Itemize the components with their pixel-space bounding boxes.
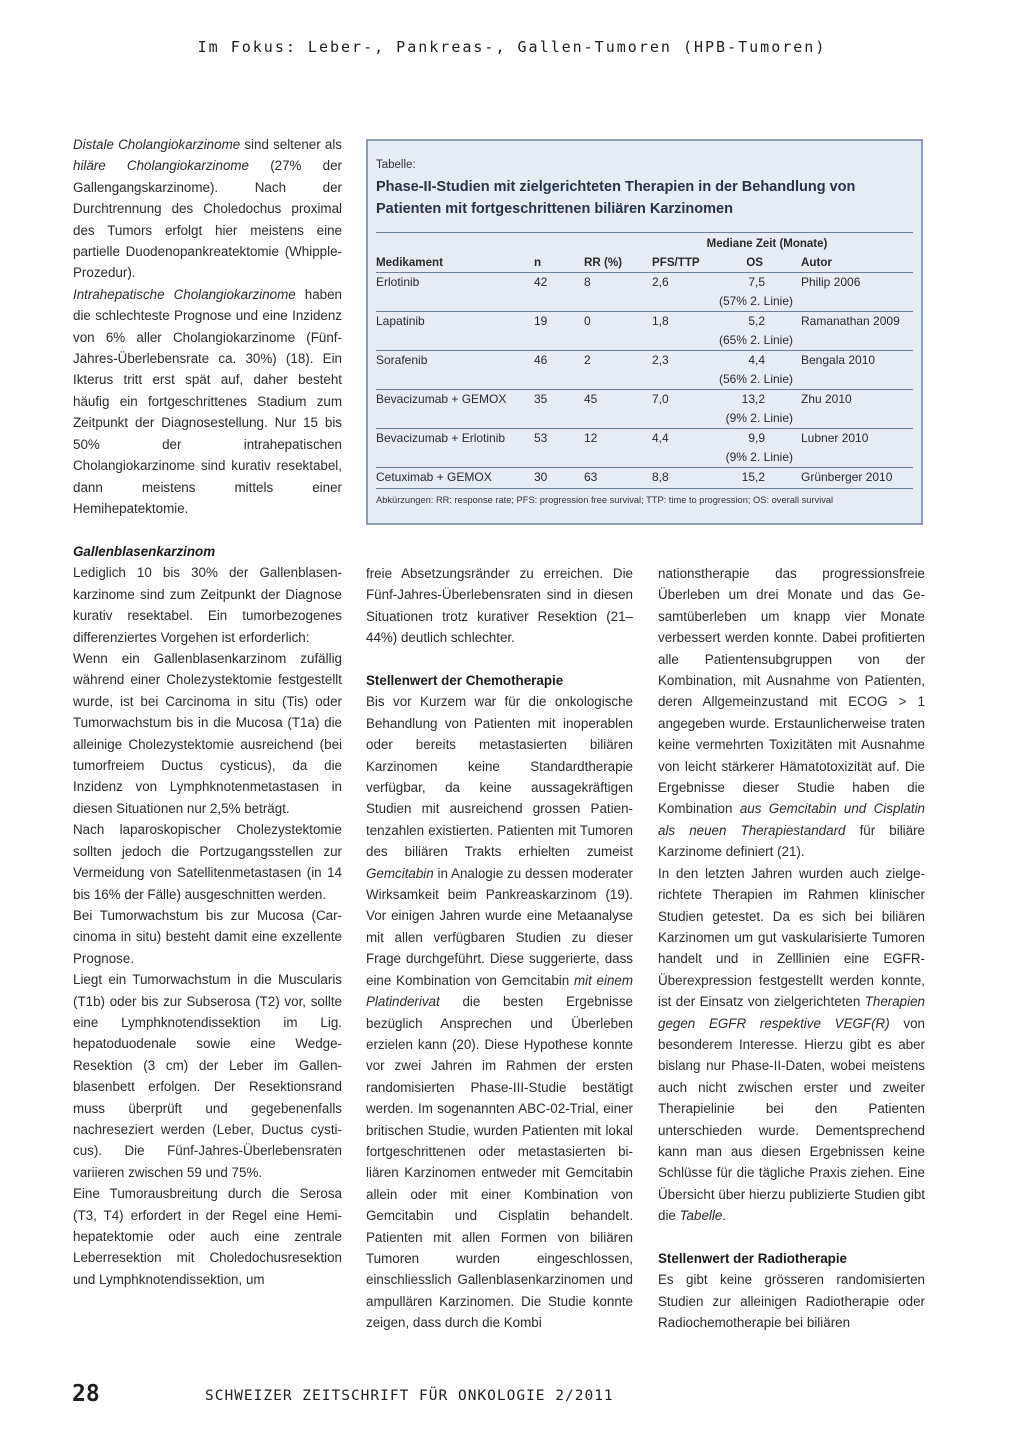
italic-term: hiläre Cholangiokarzinome xyxy=(73,158,250,174)
text-run: haben die schlechteste Prognose und eine Inzidenz von 6% aller Cholangiokarzinome (Fünf-Jahres-Überlebensrate ca. 30%) (18). Ein Ikterus tritt erst spät auf, daher besteht häufig ein fortgeschrittenes Stadium zum Zeitpunkt der Diagnosestellung. Nur 15 bis 50% der intrahepatischen Cholangiokarzinome sind kurativ resektabel, dann meistens mittels einer Hemihepatektomie. xyxy=(73,286,342,516)
header-medikament: Medikament xyxy=(376,256,444,269)
text-run: von besonderem Interesse. Hierzu gibt es aber bislang nur Phase-II-Daten, wobei meistens auch nicht zwischen erster und zweiter Therapielinie bei den Patienten unterschieden wurde. Dementsprechend kann man aus diesen Ergebnissen keine Schlüsse für die tägliche Praxis ziehen. Eine Übersicht über hierzu publizierte Studien gibt die xyxy=(658,1015,926,1224)
table-span-header: Mediane Zeit (Monate) xyxy=(706,238,828,250)
header-pfs: PFS/TTP xyxy=(652,256,700,269)
text-run: die besten Ergebnisse bezüglich Ansprechen und Überleben erzielen kann (20). Diese Hypothese konnte vor zwei Jahren im Rahmen der ersten randomisierten Phase-III-Studie bestätigt werden. Im sogenannten ABC-02-Trial, einer britischen Studie, wurden Patienten mit lokal fortgeschrittenen oder metastasierten biliären Karzinomen entweder mit Gemcitabin allein oder mit einer Kombination von Gemcitabin und Cisplatin behandelt. Patienten mit allen Formen von biliären Tumoren wurden eingeschlossen, einschliesslich Gallenblasenkarzinomen und ampullären Karzinomen. Die Studie konnte zeigen, dass durch die Kombi xyxy=(366,994,633,1331)
spacer xyxy=(366,649,633,670)
table-cell-autor: Ramanathan 2009 xyxy=(801,314,900,328)
table-cell-pfs: 2,6 xyxy=(652,275,669,289)
journal-name: SCHWEIZER ZEITSCHRIFT FÜR ONKOLOGIE 2/2011 xyxy=(205,1388,614,1404)
table-cell-rr: 8 xyxy=(584,275,591,289)
table-row-subline xyxy=(376,370,913,389)
page-number: 28 xyxy=(72,1381,100,1407)
text-run: nationstherapie das progressionsfreie Überleben um drei Monate und das Gesamtüberleben um knapp vier Monate verbessert werden konnte. Dabei profitierten alle Patientensubgruppen von der Kombination, mit Ausnahme von Patienten, deren Allgemeinzustand mit ECOG > 1 angegeben wurde. Erstaunlicherweise traten keine vermehrten Toxizitäten mit Ausnahme von leicht stärkerer Hämatotoxizität auf. Die Ergebnisse dieser Studie haben die Kombination xyxy=(658,566,925,817)
table-cell-med: Cetuximab + GEMOX xyxy=(376,470,492,484)
table-box xyxy=(366,139,923,525)
table-cell-med: Bevacizumab + Erlotinib xyxy=(376,431,506,445)
table-cell-med: Lapatinib xyxy=(376,314,425,328)
paragraph xyxy=(658,563,925,863)
table-cell-rr: 45 xyxy=(584,392,598,406)
spacer xyxy=(658,1227,925,1248)
text-run: für biliäre Karzinome definiert (21). xyxy=(658,822,925,860)
italic-term: Distale Cholangiokarzinome xyxy=(73,137,241,152)
table-footnote: Abkürzungen: RR: response rate; PFS: progression free survival; TTP: time to progression; OS: overall survival xyxy=(376,495,834,505)
table-cell-rr: 0 xyxy=(584,314,591,328)
header-autor: Autor xyxy=(801,256,832,269)
column-3 xyxy=(658,563,925,1334)
column-1 xyxy=(73,541,342,1290)
table-row xyxy=(376,312,913,331)
table-cell-autor: Bengala 2010 xyxy=(801,353,876,367)
table-cell-pfs: 2,3 xyxy=(652,353,669,367)
text-run: In den letzten Jahren wurden auch zielgerichtete Therapien im Rahmen klinischer Studien getestet. Da es sich bei biliären Karzinomen um gut vaskularisierte Tumoren handelt und in Zelllinien eine EGFR-Überexpression festgestellt werden konnte, ist der Einsatz von zielgerichteten xyxy=(658,865,925,1010)
table-row xyxy=(376,273,913,292)
table-cell-n: 19 xyxy=(534,314,548,328)
table-cell-second-line-share: (57% 2. Linie) xyxy=(718,294,793,308)
table-cell-os: 4,4 xyxy=(748,353,765,367)
table-cell-med: Sorafenib xyxy=(376,353,428,367)
table-cell-n: 42 xyxy=(534,275,548,289)
table-cell-os: 9,9 xyxy=(748,431,765,445)
header-os: OS xyxy=(746,256,763,269)
header-rr: RR (%) xyxy=(584,256,622,269)
table-cell-pfs: 1,8 xyxy=(652,314,669,328)
table-cell-rr: 2 xyxy=(584,353,591,367)
table-row-subline xyxy=(376,448,913,467)
heading-gallenblasenkarzinom: Gallenblasenkarzinom xyxy=(73,544,216,559)
table-cell-autor: Grünberger 2010 xyxy=(801,470,893,484)
paragraph: freie Absetzungsränder zu erreichen. Die Fünf-Jahres-Überlebensraten sind in diesen Situationen trotz kurativer Resektion (21–44%) deutlich schlechter. xyxy=(366,566,633,646)
paragraph xyxy=(658,863,925,1227)
table-kicker: Tabelle: xyxy=(376,159,416,171)
table-cell-n: 35 xyxy=(534,392,548,406)
top-left-column xyxy=(73,134,342,519)
table-cell-autor: Lubner 2010 xyxy=(801,431,869,445)
italic-term: aus Gemcitabin und Cisplatin als neuen Therapiestandard xyxy=(658,801,925,838)
paragraph: Nach laparoskopischer Cholezystektomie sollten jedoch die Portzugangsstellen zur Vermeidung von Satellitenmetastasen (in 14 bis 16% der Fälle) ausgeschnitten werden. xyxy=(73,822,342,902)
paragraph-intrahepatic xyxy=(73,284,342,519)
text-run: sind seltener als xyxy=(240,137,342,152)
paragraph: Wenn ein Gallenblasenkarzinom zufällig während einer Cholezystektomie festgestellt wurde, ist bei Carcinoma in situ (Tis) oder Tumorwachstum bis in die Mucosa (T1a) die alleinige Cholezystektomie ausreichend (bei tumorfreiem Ductus cysticus), da die Inzidenz von Lymphknotenmetastasen in diesen Situationen nur 2,5% beträgt. xyxy=(73,651,342,816)
table-cell-second-line-share: (65% 2. Linie) xyxy=(718,333,793,347)
table-cell-os: 5,2 xyxy=(748,314,765,328)
text-run: in Analogie zu dessen moderater Wirksamkeit beim Pankreaskarzinom (19). Vor einigen Jahren wurde eine Metaanalyse mit allen verfügbaren Studien zu dieser Frage durchgeführt. Diese suggerierte, dass eine Kombination von Gemcitabin xyxy=(366,865,633,988)
table-header-row xyxy=(376,253,913,272)
italic-term: Intrahepatische Cholangiokarzinome xyxy=(73,286,296,302)
table-title: Phase-II-Studien mit zielgerichteten Therapien in der Behandlung von Patienten mit fortgeschrittenen biliären Karzinomen xyxy=(376,179,856,217)
table-cell-n: 53 xyxy=(534,431,548,445)
table-row-subline xyxy=(376,409,913,428)
paragraph: Eine Tumorausbreitung durch die Serosa (T3, T4) erfordert in der Regel eine Hemihepatektomie oder auch eine zentrale Leberresektion mit Choledochusresektion und Lymphknotendissektion, um xyxy=(73,1186,342,1287)
italic-term: mit einem Platinderivat xyxy=(366,972,633,1010)
table-cell-second-line-share: (9% 2. Linie) xyxy=(725,450,793,464)
text-run: (27% der Gallengangskarzinome). Nach der Durchtrennung des Choledochus proximal des Tumors erfolgt hier meistens eine partielle Duodenopankreatektomie (Whipple-Prozedur). xyxy=(73,158,342,281)
table-cell-pfs: 8,8 xyxy=(652,470,669,484)
paragraph-distal xyxy=(73,134,342,284)
table-row xyxy=(376,351,913,370)
table-cell-pfs: 4,4 xyxy=(652,431,669,445)
table-row xyxy=(376,429,913,448)
heading-chemotherapie: Stellenwert der Chemotherapie xyxy=(366,673,564,689)
table-cell-os: 7,5 xyxy=(748,275,765,289)
table-cell-n: 46 xyxy=(534,353,548,367)
table-cell-second-line-share: (9% 2. Linie) xyxy=(725,411,793,425)
table-row xyxy=(376,468,913,487)
paragraph xyxy=(366,691,633,1333)
table-cell-rr: 12 xyxy=(584,431,598,445)
table-row xyxy=(376,390,913,409)
text-run: . xyxy=(722,1208,727,1224)
running-head: Im Fokus: Leber-, Pankreas-, Gallen-Tumoren (HPB-Tumoren) xyxy=(197,38,827,56)
table-row-subline xyxy=(376,292,913,311)
paragraph: Lediglich 10 bis 30% der Gallenblasenkarzinome sind zum Zeitpunkt der Diagnose kurativ resektabel. Ein tumorbezogenes differenziertes Vorgehen ist erforderlich: xyxy=(73,565,342,645)
italic-term: Gemcitabin xyxy=(366,865,434,881)
table-cell-med: Bevacizumab + GEMOX xyxy=(376,392,507,406)
italic-term: Tabelle xyxy=(679,1208,723,1224)
italic-term: Therapien gegen EGFR respektive VEGF(R) xyxy=(658,994,925,1031)
table-cell-autor: Zhu 2010 xyxy=(801,392,852,406)
paragraph: Bei Tumorwachstum bis zur Mucosa (Carcinoma in situ) besteht damit eine exzellente Prognose. xyxy=(73,907,342,966)
heading-radiotherapie: Stellenwert der Radiotherapie xyxy=(658,1250,848,1266)
table-cell-rr: 63 xyxy=(584,470,598,484)
paragraph: Liegt ein Tumorwachstum in die Muscularis (T1b) oder bis zur Subserosa (T2) vor, sollte eine Lymphknotendissektion im Lig. hepatoduodenale sowie eine Wedge-Resektion (3 cm) der Leber im Gallenblasenbett erfolgen. Der Resektionsrand muss überprüft und gegebenenfalls nachreseziert werden (Leber, Ductus cysticus). Die Fünf-Jahres-Überlebensraten variieren zwischen 59 und 75%. xyxy=(73,972,342,1180)
paragraph: Es gibt keine grösseren randomisierten Studien zur alleinigen Radiotherapie oder Radiochemotherapie bei biliären xyxy=(658,1272,925,1331)
table-row-subline xyxy=(376,331,913,350)
table-cell-n: 30 xyxy=(534,470,548,484)
table-cell-os: 15,2 xyxy=(741,470,765,484)
table-cell-second-line-share: (56% 2. Linie) xyxy=(718,372,793,386)
table-cell-pfs: 7,0 xyxy=(652,392,669,406)
header-n: n xyxy=(534,256,542,269)
text-run: Bis vor Kurzem war für die onkologische Behandlung von Patienten mit inoperablen oder bereits metastasierten biliären Karzinomen keine Standardtherapie verfügbar, da keine aussagekräftigen Studien mit ausreichend grossen Patientenzahlen existierten. Patienten mit Tumoren des biliären Trakts erhielten zumeist xyxy=(366,694,633,860)
column-2 xyxy=(366,563,633,1334)
table-cell-autor: Philip 2006 xyxy=(801,275,861,289)
table-cell-med: Erlotinib xyxy=(376,275,420,289)
table-body xyxy=(376,272,913,487)
table-cell-os: 13,2 xyxy=(741,392,765,406)
